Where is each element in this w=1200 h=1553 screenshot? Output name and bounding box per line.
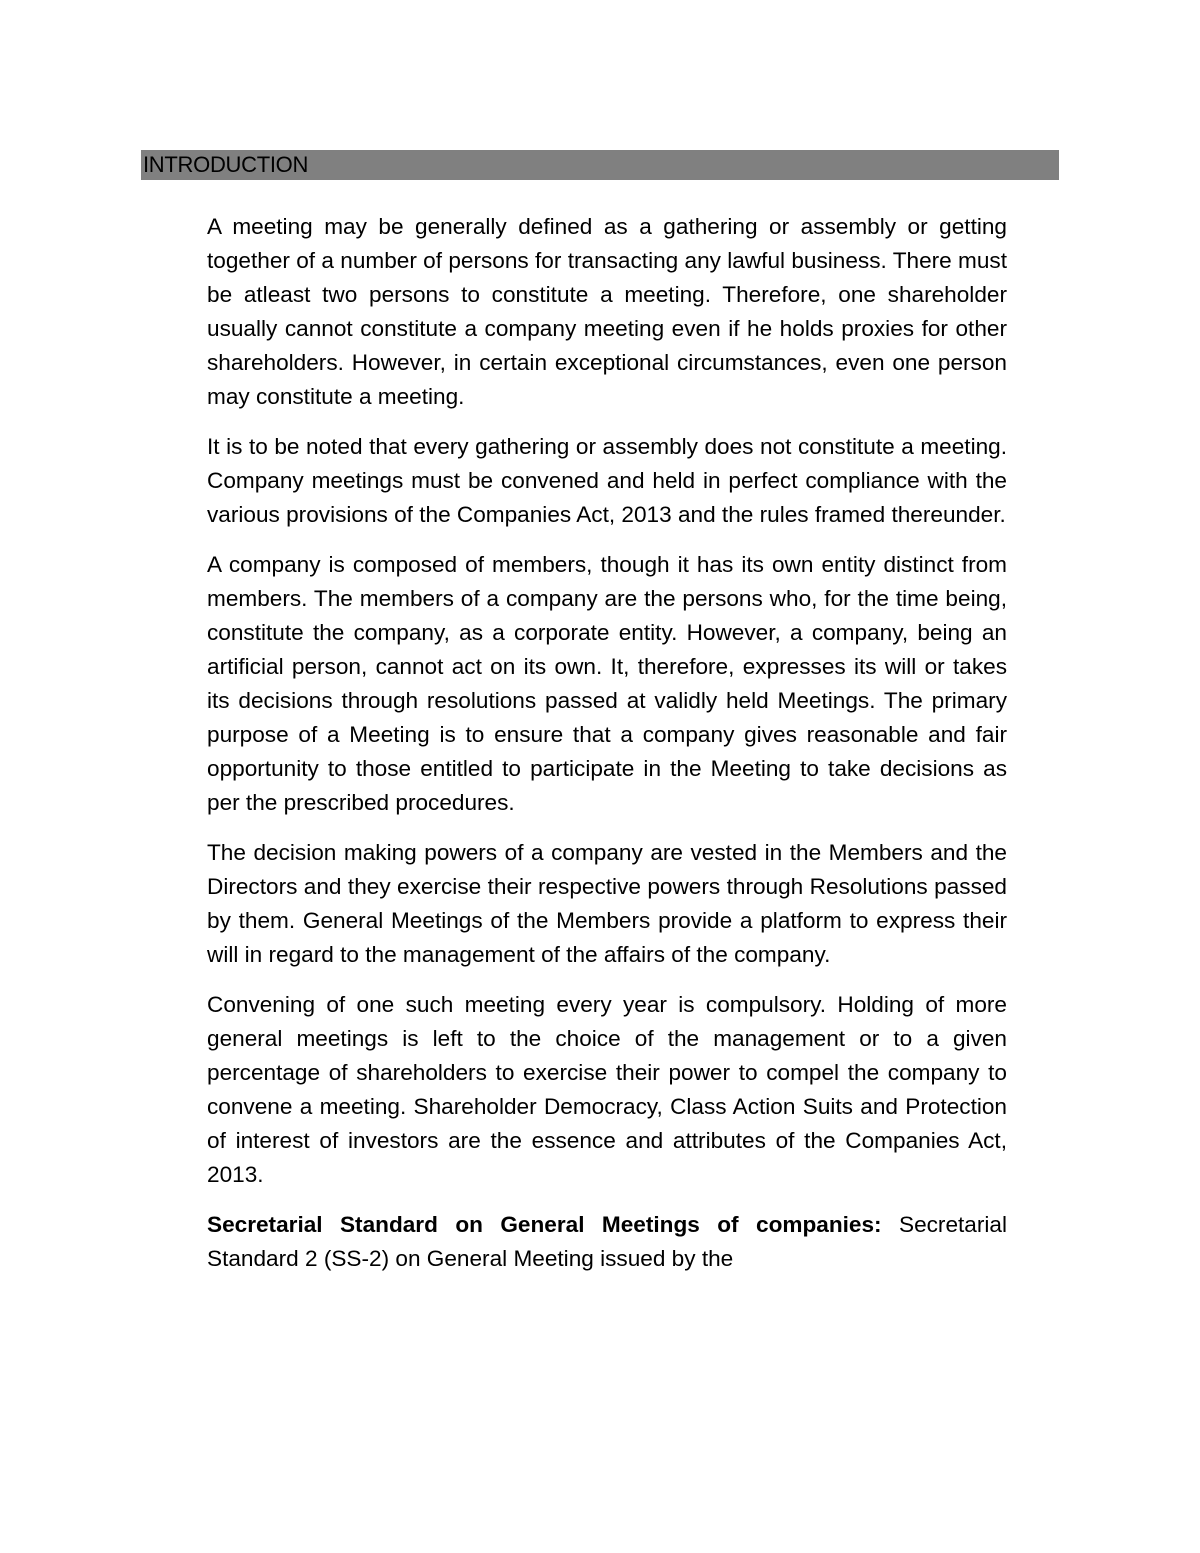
paragraph-secretarial-standard: [207, 1208, 1007, 1276]
paragraph-meeting-definition: A meeting may be generally defined as a gathering or assembly or getting together of a number of persons for transacting any lawful business. There must be atleast two persons to constitute a meeting. Therefore, one shareholder usually cannot constitute a company meeting even if he holds proxies for other shareholders. However, in certain exceptional circumstances, even one person may constitute a meeting.: [207, 214, 1007, 409]
secretarial-standard-lead: Secretarial Standard on General Meetings of companies:: [207, 1212, 882, 1237]
paragraph-convening: Convening of one such meeting every year is compulsory. Holding of more general meetings is left to the choice of the management or to a given percentage of shareholders to exercise their power to compel the company to convene a meeting. Shareholder Democracy, Class Action Suits and Protection of interest of investors are the essence and attributes of the Companies Act, 2013.: [207, 992, 1007, 1187]
paragraph-company-members: A company is composed of members, though it has its own entity distinct from members. The members of a company are the persons who, for the time being, constitute the company, as a corporate entity. However, a company, being an artificial person, cannot act on its own. It, therefore, expresses its will or takes its decisions through resolutions passed at validly held Meetings. The primary purpose of a Meeting is to ensure that a company gives reasonable and fair opportunity to those entitled to participate in the Meeting to take decisions as per the prescribed procedures.: [207, 552, 1007, 815]
section-heading-bar: [141, 150, 1059, 180]
document-body: [207, 210, 1007, 1292]
secretarial-standard-text: Secretarial Standard 2 (SS-2) on General Meeting issued by the: [207, 1212, 1007, 1271]
paragraph-gathering-note: It is to be noted that every gathering or assembly does not constitute a meeting. Company meetings must be convened and held in perfect compliance with the various provisions of the Companies Act, 2013 and the rules framed thereunder.: [207, 434, 1007, 527]
paragraph-decision-powers: The decision making powers of a company are vested in the Members and the Directors and they exercise their respective powers through Resolutions passed by them. General Meetings of the Members provide a platform to express their will in regard to the management of the affairs of the company.: [207, 840, 1007, 967]
section-heading: INTRODUCTION: [143, 152, 309, 177]
